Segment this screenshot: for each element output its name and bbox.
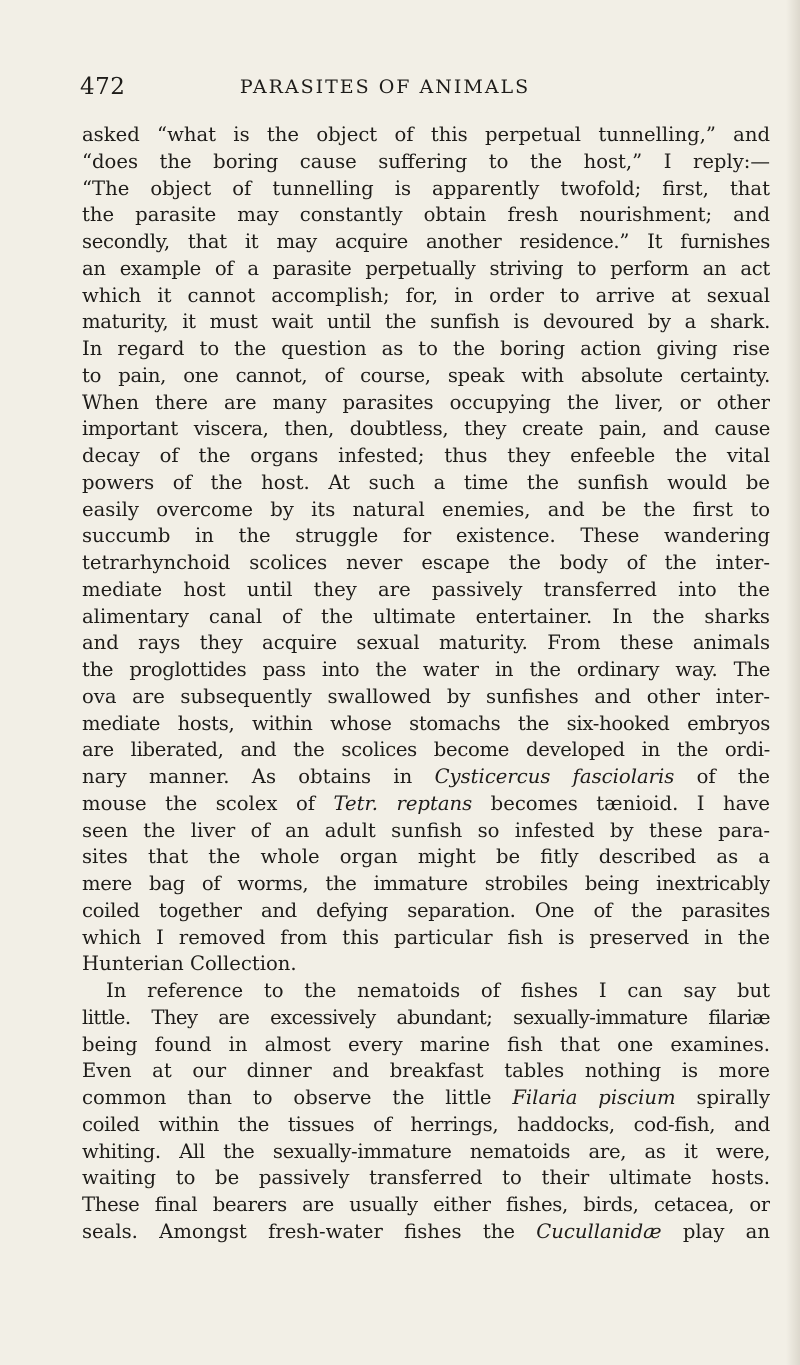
text-run: nary manner. As obtains in [82,765,413,788]
text-line: maturity, it must wait until the sunfish is devoured by a shark. [82,310,770,334]
page-header [80,74,800,110]
text-line: decay of the organs infested; thus they enfeeble the vital [82,444,770,467]
text-run: mouse the scolex of [82,791,315,815]
text-line: Hunterian Collection. [82,952,297,976]
text-line: When there are many parasites occupying the liver, or other [82,390,770,414]
text-line: the parasite may constantly obtain fresh nourishment; and [82,203,770,227]
text-line: “does the boring cause suffering to the host,” I reply:— [82,149,770,173]
text-line: ova are subsequently swallowed by sunfishes and other inter- [82,684,770,708]
text-run: seals. Amongst fresh-water fishes the [82,1219,515,1243]
text-line: coiled within the tissues of herrings, haddocks, cod-fish, and [82,1112,770,1136]
text-line: In reference to the nematoids of fishes I can say but [106,979,770,1002]
text-line: little. They are excessively abundant; sexually-immature filariæ [82,1005,770,1029]
text-line-with-italic [82,764,770,791]
italic-species-name: Cysticercus fasciolaris [434,765,675,788]
page-number: 472 [80,74,126,100]
text-line: the proglottides pass into the water in the ordinary way. The [82,658,770,681]
italic-family-name: Cucullanidæ [536,1219,662,1243]
text-line: In regard to the question as to the boring action giving rise [82,337,770,360]
text-line: mediate hosts, within whose stomachs the six-hooked embryos [82,711,770,735]
text-line: and rays they acquire sexual maturity. From these animals [82,631,770,655]
text-line: “The object of tunnelling is apparently twofold; first, that [82,176,770,200]
text-line: which I removed from this particular fish is preserved in the [82,925,770,949]
text-run: play an [661,1219,770,1243]
text-line: mere bag of worms, the immature strobiles being inextricably [82,872,770,895]
text-line-with-italic [82,791,770,818]
text-line: sites that the whole organ might be fitly described as a [82,845,770,869]
text-line: important viscera, then, doubtless, they create pain, and cause [82,417,770,441]
text-line-with-italic [82,1085,770,1112]
running-title: PARASITES OF ANIMALS [239,76,531,98]
body-text [82,122,770,1246]
text-line: an example of a parasite perpetually striving to perform an act [82,256,770,280]
text-run: spirally [675,1086,770,1109]
text-line: easily overcome by its natural enemies, and be the first to [82,497,770,521]
text-line: to pain, one cannot, of course, speak with absolute certainty. [82,363,770,387]
text-line: coiled together and defying separation. One of the parasites [82,898,770,922]
text-line: which it cannot accomplish; for, in order to arrive at sexual [82,283,770,307]
text-line: waiting to be passively transferred to their ultimate hosts. [82,1166,770,1190]
text-line: powers of the host. At such a time the sunfish would be [82,470,770,494]
text-line: whiting. All the sexually-immature nematoids are, as it were, [82,1139,770,1163]
text-line: asked “what is the object of this perpetual tunnelling,” and [82,123,770,146]
page-edge-shadow [786,0,800,1365]
italic-species-name: Tetr. reptans [333,791,473,815]
text-line: seen the liver of an adult sunfish so infested by these para- [82,818,770,842]
text-line: secondly, that it may acquire another residence.” It furnishes [82,230,770,253]
text-line: being found in almost every marine fish that one examines. [82,1032,770,1056]
text-line: These final bearers are usually either fishes, birds, cetacea, or [82,1193,770,1216]
italic-species-name: Filaria piscium [512,1086,676,1109]
text-line-with-italic [82,1219,770,1246]
text-line: Even at our dinner and breakfast tables nothing is more [82,1059,770,1083]
text-line: are liberated, and the scolices become developed in the ordi- [82,738,770,762]
text-run: common than to observe the little [82,1086,492,1109]
text-line: alimentary canal of the ultimate entertainer. In the sharks [82,604,770,628]
text-run: becomes tænioid. I have [472,791,770,815]
text-line: tetrarhynchoid scolices never escape the body of the inter- [82,551,770,574]
text-line: succumb in the struggle for existence. These wandering [82,524,770,548]
text-run: of the [674,765,770,788]
text-line: mediate host until they are passively transferred into the [82,577,770,601]
